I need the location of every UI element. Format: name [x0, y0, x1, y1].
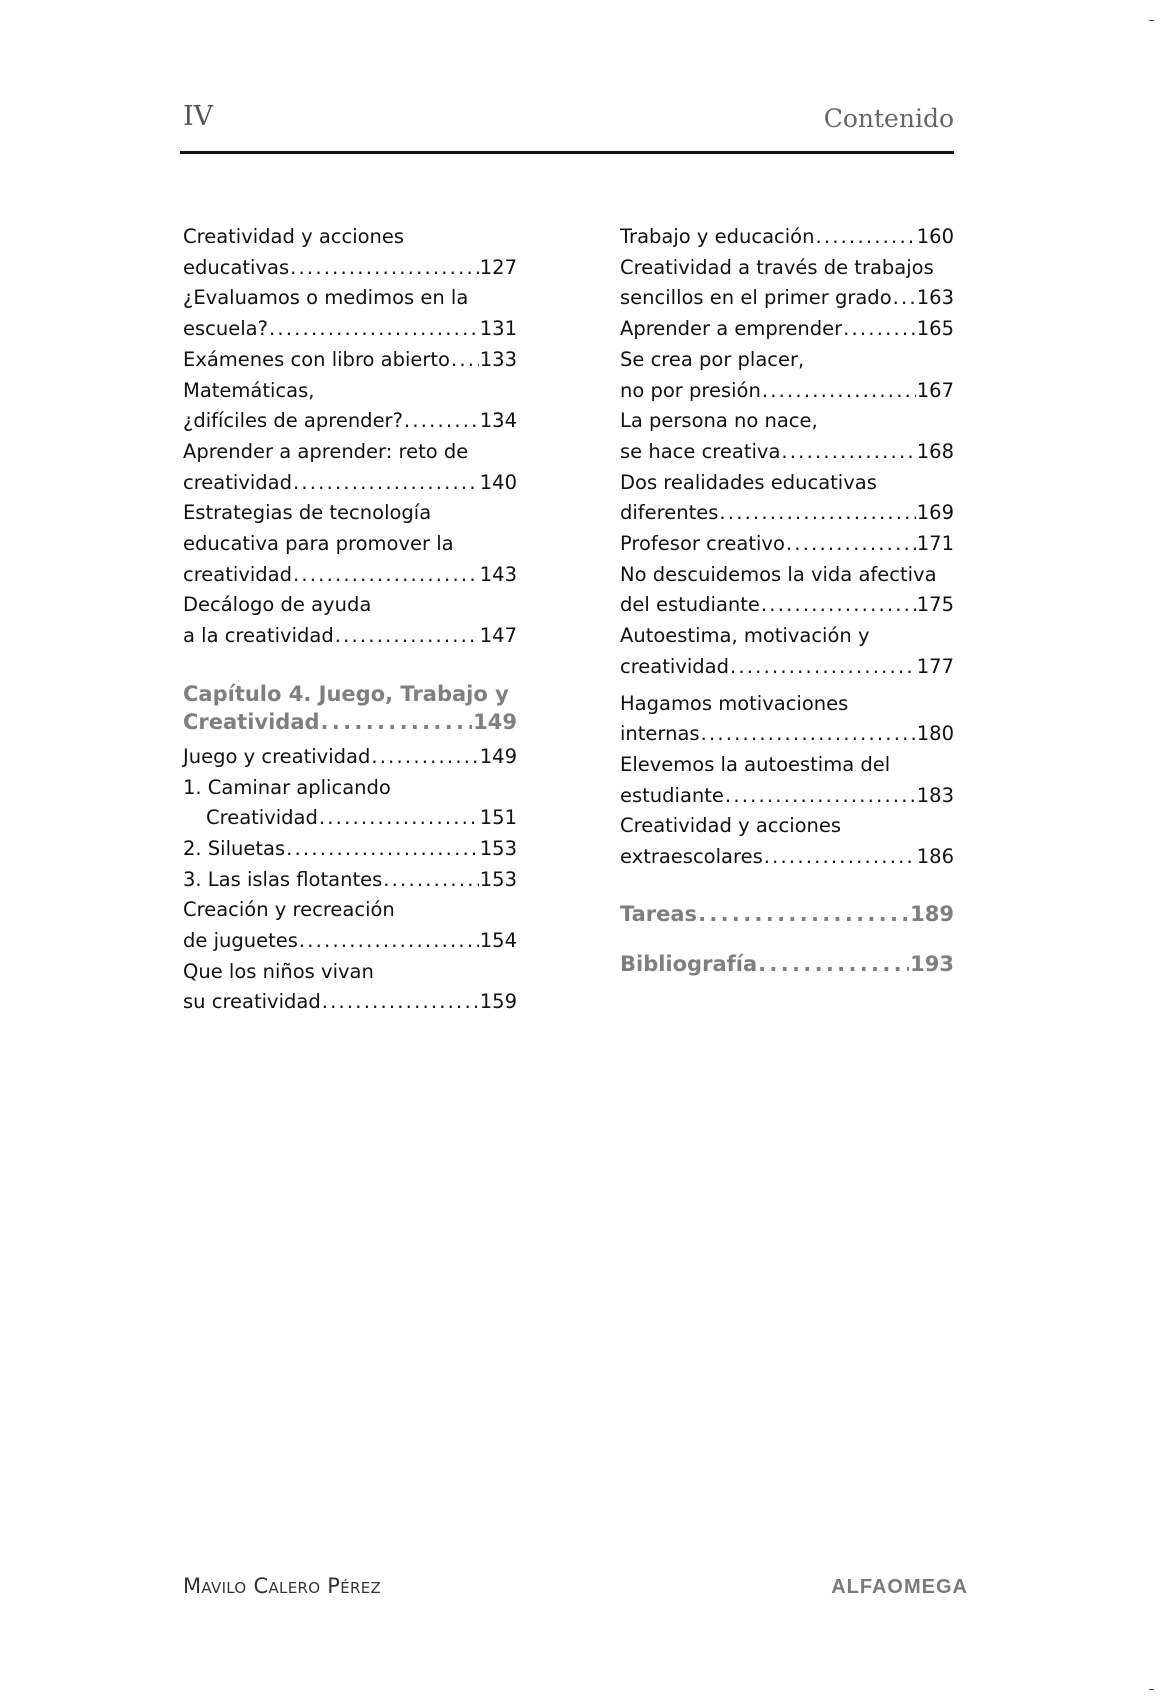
toc-entry: [183, 376, 517, 407]
dot-leader: [758, 949, 909, 980]
toc-entry[interactable]: [183, 406, 517, 437]
toc-entry-title: No descuidemos la vida afectiva: [620, 562, 937, 586]
toc-entry-title: estudiante: [620, 783, 724, 807]
toc-entry-title: diferentes: [620, 501, 719, 525]
toc-entry[interactable]: [183, 803, 517, 834]
toc-entry-title: no por presión: [620, 378, 761, 402]
toc-entry-title: del estudiante: [620, 593, 760, 617]
toc-right-column: [620, 222, 954, 980]
toc-entry: [183, 437, 517, 468]
toc-entry-title: creatividad: [183, 470, 292, 494]
dot-leader: [698, 899, 909, 930]
dot-leader: [786, 529, 916, 560]
chapter-page-number: 149: [473, 709, 517, 734]
toc-entry-title: Que los niños vivan: [183, 959, 374, 983]
toc-entry-title: Juego y creatividad: [183, 744, 371, 768]
toc-entry: [620, 689, 954, 720]
toc-entry-title: ¿difíciles de aprender?: [183, 409, 403, 433]
toc-left-entries: [183, 222, 517, 652]
toc-entry[interactable]: [620, 376, 954, 407]
toc-entry-title: Autoestima, motivación y: [620, 624, 870, 648]
toc-entry[interactable]: [620, 437, 954, 468]
toc-entry[interactable]: [183, 468, 517, 499]
dot-leader: [319, 803, 479, 834]
toc-entry: [183, 222, 517, 253]
dot-leader: [293, 468, 479, 499]
toc-entry[interactable]: [620, 314, 954, 345]
toc-entry[interactable]: [620, 498, 954, 529]
toc-entry: [620, 406, 954, 437]
toc-entry[interactable]: [620, 652, 954, 683]
dot-leader: [269, 314, 479, 345]
dot-leader: [701, 719, 916, 750]
toc-entry[interactable]: [183, 865, 517, 896]
toc-entry-title: 1. Caminar aplicando: [183, 775, 391, 799]
toc-entry-title: Elevemos la autoestima del: [620, 752, 891, 776]
toc-entry-page-number: 153: [479, 836, 517, 860]
toc-entry[interactable]: [620, 842, 954, 873]
toc-entry-page-number: 151: [479, 806, 517, 830]
dot-leader: [383, 865, 479, 896]
toc-entry-page-number: 171: [916, 532, 954, 556]
toc-entry-title: sencillos en el primer grado: [620, 286, 892, 310]
toc-entry-title: Creatividad y acciones: [620, 814, 842, 838]
toc-entry: [620, 811, 954, 842]
toc-entry: [183, 590, 517, 621]
footer-author: Mavilo Calero Pérez: [183, 1574, 382, 1598]
toc-entry-title: internas: [620, 722, 700, 746]
toc-entry-title: Estrategias de tecnología: [183, 501, 432, 525]
toc-entry: [620, 621, 954, 652]
toc-entry-tareas[interactable]: Tareas . . . 189: [620, 899, 954, 930]
toc-entry-title: educativas: [183, 255, 290, 279]
toc-entry-page-number: 140: [479, 470, 517, 494]
toc-entry-page-number: 159: [479, 990, 517, 1014]
dot-leader: [762, 376, 916, 407]
toc-right-entries: [620, 222, 954, 683]
toc-entry: [183, 283, 517, 314]
toc-entry-title: creatividad: [620, 654, 729, 678]
toc-entry-title: extraescolares: [620, 845, 763, 869]
page-number: IV: [183, 101, 214, 132]
toc-entry-page-number: 167: [916, 378, 954, 402]
dot-leader: [764, 842, 916, 873]
toc-entry-title: escuela?: [183, 317, 268, 341]
toc-entry: [183, 773, 517, 804]
toc-entry-page-number: 149: [479, 744, 517, 768]
dot-leader: [781, 437, 915, 468]
toc-entry-title: 3. Las islas flotantes: [183, 867, 383, 891]
toc-entry-title: educativa para promover la: [183, 532, 454, 556]
toc-entry-page-number: 175: [916, 593, 954, 617]
dot-leader: [290, 253, 479, 284]
toc-entry[interactable]: [620, 590, 954, 621]
toc-entry-page-number: 134: [479, 409, 517, 433]
dot-leader: [404, 406, 479, 437]
toc-entry-title: Creatividad a través de trabajos: [620, 255, 934, 279]
toc-entry-title: Decálogo de ayuda: [183, 593, 372, 617]
crop-mark-bottom: [1149, 1689, 1154, 1690]
toc-entry-title: creatividad: [183, 562, 292, 586]
toc-entry-title: Creatividad y acciones: [183, 225, 405, 248]
toc-entry-page-number: 147: [479, 624, 517, 648]
dot-leader: [335, 621, 479, 652]
dot-leader: [730, 652, 916, 683]
toc-entry-page-number: 143: [479, 562, 517, 586]
toc-entry-title: La persona no nace,: [620, 409, 818, 433]
toc-entry: [620, 468, 954, 499]
toc-entry[interactable]: [620, 719, 954, 750]
toc-entry-bibliografia[interactable]: Bibliografía . . . 193: [620, 949, 954, 980]
toc-entry-title: 2. Siluetas: [183, 836, 286, 860]
dot-leader: [293, 560, 479, 591]
toc-entry-title: Creatividad: [206, 806, 318, 830]
toc-entry-page-number: 168: [916, 439, 954, 463]
toc-entry-page-number: 165: [916, 317, 954, 341]
toc-entry[interactable]: [183, 253, 517, 284]
toc-right-entries-2: [620, 689, 954, 873]
toc-entry-page-number: 133: [479, 347, 517, 371]
toc-entry-title: Hagamos motivaciones: [620, 691, 849, 715]
toc-entry-page-number: 180: [916, 722, 954, 746]
dot-leader: [725, 781, 916, 812]
toc-entry[interactable]: [183, 926, 517, 957]
toc-entry-page-number: 177: [916, 654, 954, 678]
dot-leader: [843, 314, 916, 345]
dot-leader: [371, 742, 478, 773]
chapter-heading-line2[interactable]: Creatividad . . . 149: [183, 708, 517, 736]
toc-entry-page-number: 183: [916, 783, 954, 807]
toc-entry[interactable]: [183, 834, 517, 865]
toc-entry-title: de juguetes: [183, 929, 298, 953]
toc-entry[interactable]: [620, 529, 954, 560]
toc-entry[interactable]: [620, 781, 954, 812]
toc-entry-page-number: 154: [479, 929, 517, 953]
toc-entry-title: Exámenes con libro abierto: [183, 347, 450, 371]
toc-chapter-entries: [183, 742, 517, 1018]
toc-left-column: [183, 222, 517, 1018]
toc-entry-title: Trabajo y educación: [620, 225, 815, 248]
running-header-title: Contenido: [823, 104, 954, 133]
toc-entry-page-number: 131: [479, 317, 517, 341]
toc-entry-title: Se crea por placer,: [620, 347, 805, 371]
toc-entry[interactable]: [183, 987, 517, 1018]
toc-entry: [183, 529, 517, 560]
dot-leader: [286, 834, 479, 865]
toc-entry: [620, 750, 954, 781]
toc-entry-title: Creación y recreación: [183, 898, 395, 922]
toc-entry-title: se hace creativa: [620, 439, 781, 463]
toc-entry-title: Dos realidades educativas: [620, 470, 877, 494]
dot-leader: [719, 498, 915, 529]
footer-publisher: ALFAOMEGA: [831, 1576, 968, 1598]
toc-entry: [620, 560, 954, 591]
toc-entry-page-number: 160: [916, 225, 954, 248]
toc-entry[interactable]: [183, 621, 517, 652]
dot-leader: [893, 283, 916, 314]
toc-entry[interactable]: [620, 222, 954, 253]
toc-entry[interactable]: [183, 742, 517, 773]
toc-entry: [620, 345, 954, 376]
toc-entry-title: Aprender a aprender: reto de: [183, 439, 469, 463]
toc-entry[interactable]: [620, 283, 954, 314]
toc-entry: [183, 498, 517, 529]
toc-entry-page-number: 127: [479, 255, 517, 279]
dot-leader: [299, 926, 479, 957]
toc-entry-title: ¿Evaluamos o medimos en la: [183, 286, 469, 310]
toc-entry-page-number: 153: [479, 867, 517, 891]
dot-leader: [321, 708, 473, 736]
toc-entry: [183, 895, 517, 926]
dot-leader: [815, 222, 915, 253]
toc-entry[interactable]: [183, 314, 517, 345]
dot-leader: [451, 345, 479, 376]
toc-entry-title: Matemáticas,: [183, 378, 315, 402]
header-rule: [180, 151, 954, 154]
chapter-heading-line1[interactable]: Capítulo 4. Juego, Trabajo y: [183, 681, 509, 706]
toc-entry-page-number: 186: [916, 845, 954, 869]
toc-entry-page-number: 169: [916, 501, 954, 525]
toc-entry-title: a la creatividad: [183, 624, 334, 648]
toc-entry[interactable]: [183, 560, 517, 591]
dot-leader: [322, 987, 479, 1018]
toc-entry-title: Profesor creativo: [620, 532, 785, 556]
crop-mark-top: [1149, 20, 1154, 21]
dot-leader: [761, 590, 916, 621]
toc-entry-page-number: 163: [916, 286, 954, 310]
toc-entry: [620, 253, 954, 284]
toc-entry-title: Aprender a emprender: [620, 317, 843, 341]
toc-entry-title: su creatividad: [183, 990, 321, 1014]
toc-entry[interactable]: [183, 345, 517, 376]
toc-entry: [183, 957, 517, 988]
